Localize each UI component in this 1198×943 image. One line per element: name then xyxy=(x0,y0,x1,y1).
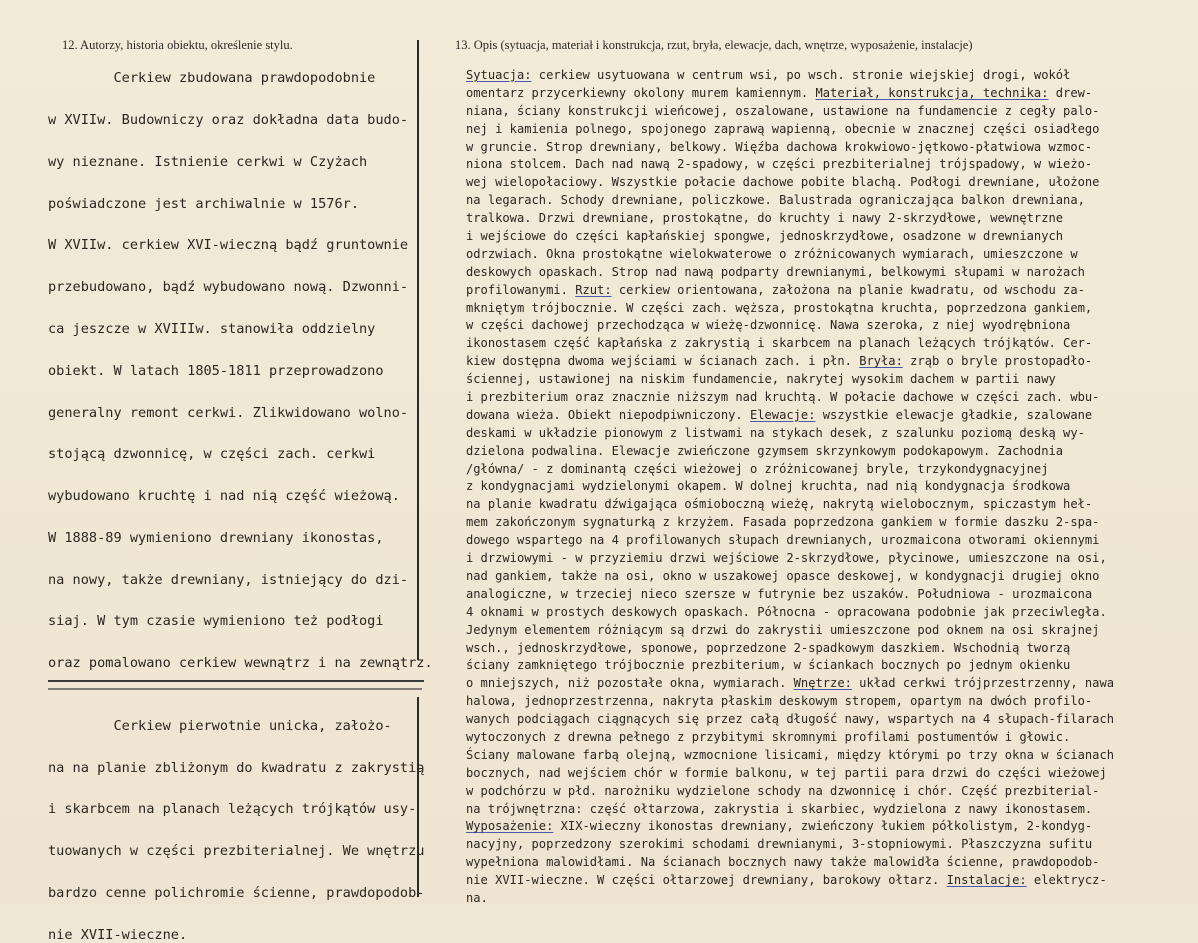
history-line: stojącą dzwonnicę, w części zach. cerkwi xyxy=(48,446,376,462)
description-line: o mniejszych, niż pozostałe okna, wymiarach. Wnętrze: układ cerkwi trójprzestrzenny, nawa xyxy=(466,676,1115,691)
description-line: Jedynym elementem różniącym są drzwi do zakrystii umieszczone pod oknem na osi skrajnej xyxy=(466,622,1100,637)
description-line: i prezbiterium oraz znacznie niższym nad kruchtą. W połacie dachowe w części zach. wbu- xyxy=(466,390,1100,405)
history-line: oraz pomalowano cerkiew wewnątrz i na zewnątrz. xyxy=(48,655,433,671)
description-line: nacyjny, poprzedzony szerokimi schodami drewnianymi, 3-stopniowymi. Płaszczyzna sufitu xyxy=(466,837,1093,852)
description-text xyxy=(466,67,1196,908)
description-line: /główna/ - z dominantą części wieżowej o zróżnicowanej bryle, trzykondygnacyjnej xyxy=(466,461,1049,476)
description-line: na planie kwadratu dźwigająca ośmioboczną wieżę, nakrytą wielobocznym, spiczastym heł- xyxy=(466,497,1093,512)
description-line: niona stolcem. Dach nad nawą 2-spadowy, w części prezbiterialnej trójspadowy, w wieżo- xyxy=(466,157,1093,172)
section-13-header: 13. Opis (sytuacja, materiał i konstrukcja, rzut, bryła, elewacje, dach, wnętrze, wyposażenie, instalacje) xyxy=(455,38,973,52)
description-line: wypełniona malowidłami. Na ścianach bocznych nawy także malowidła ścienne, prawdopodob- xyxy=(466,855,1100,870)
section-keyword: Rzut: xyxy=(575,282,612,297)
history-line: W 1888-89 wymieniono drewniany ikonostas, xyxy=(48,530,384,546)
history-line: na nowy, także drewniany, istniejący do dzi- xyxy=(48,572,409,588)
description-line: kiew dostępna dwoma wejściami w ścianach zach. i płn. Bryła: zrąb o bryle prostopadło- xyxy=(466,354,1093,369)
description-line: mem zakończonym sygnaturką z krzyżem. Fasada poprzedzona gankiem w formie daszku 2-spa- xyxy=(466,515,1100,530)
description-line: w części dachowej przechodząca w wieżę-dzwonnicę. Nawa szeroka, z niej wyodrębniona xyxy=(466,318,1071,333)
history-line: siaj. W tym czasie wymieniono też podłogi xyxy=(48,613,384,629)
hand-underline-secondary xyxy=(48,688,422,690)
description-line: z kondygnacjami wydzielonymi okapem. W dolnej kruchta, nad nią kondygnacja środkowa xyxy=(466,479,1071,494)
description-line: na legarach. Schody drewniane, policzkowe. Balustrada ograniczająca balkon drewniana, xyxy=(466,193,1085,208)
description-line: wytoczonych z drewna pełnego z przybitymi skromnymi profilami postumentów i głowic. xyxy=(466,729,1071,744)
column-divider-lower xyxy=(417,697,419,897)
description-line: analogiczne, w trzeciej nieco szersze w futrynie bez uszaków. Południowa - urozmaicona xyxy=(466,586,1093,601)
history-line: w XVIIw. Budowniczy oraz dokładna data budo- xyxy=(48,112,409,128)
description-line: deskowych opaskach. Strop nad nawą podparty drewnianymi, belkowymi słupami w narożach xyxy=(466,264,1085,279)
description-line: Ściany malowane farbą olejną, wzmocnione lisicami, między którymi po trzy okna w ścianach xyxy=(466,747,1115,762)
description-line: tralkowa. Drzwi drewniane, prostokątne, do kruchty i nawy 2-skrzydłowe, wewnętrzne xyxy=(466,211,1064,226)
history-line: bardzo cenne polichromie ścienne, prawdopodob- xyxy=(48,885,425,901)
description-line: 4 oknami w prostych deskowych opaskach. Północna - opracowana podobnie jak przeciwległa. xyxy=(466,604,1107,619)
section-keyword: Elewacje: xyxy=(749,407,816,422)
description-line: omentarz przycerkiewny okolony murem kamiennym. Materiał, konstrukcja, technika: drew- xyxy=(466,85,1093,100)
description-line: deskami w układzie pionowym z listwami na stykach desek, z szalunku poziomą deską wy- xyxy=(466,425,1085,440)
history-line: nie XVII-wieczne. xyxy=(48,927,188,943)
history-line: generalny remont cerkwi. Zlikwidowano wolno- xyxy=(48,405,409,421)
history-line: tuowanych w części prezbiterialnej. We wnętrzu xyxy=(48,843,425,859)
description-line: w podchórzu w płd. narożniku wydzielone schody na dzwonnicę i chór. Część prezbiterial- xyxy=(466,783,1100,798)
description-line: ściennej, ustawionej na niskim fundamencie, nakrytej wysokim dachem w partii nawy xyxy=(466,372,1056,387)
history-line: wy nieznane. Istnienie cerkwi w Czyżach xyxy=(48,154,368,170)
section-keyword: Wnętrze: xyxy=(793,676,852,691)
description-line: nad gankiem, także na osi, okno w uszakowej opasce deskowej, w kondygnacji drugiej okno xyxy=(466,568,1100,583)
history-line: ca jeszcze w XVIIIw. stanowiła oddzielny xyxy=(48,321,376,337)
history-line: Cerkiew zbudowana prawdopodobnie xyxy=(48,70,376,86)
description-line: i wejściowe do części kapłańskiej spongwe, jednoskrzydłowe, osadzone w drewnianych xyxy=(466,229,1064,244)
description-line: niana, ściany konstrukcji wieńcowej, oszalowane, ustawione na fundamencie z cegły palo- xyxy=(466,103,1100,118)
description-line: i drzwiowymi - w przyziemiu drzwi wejściowe 2-skrzydłowe, płycinowe, umieszczone na osi, xyxy=(466,551,1107,566)
history-line: wybudowano kruchtę i nad nią część wieżową. xyxy=(48,488,400,504)
description-line: dzielona podwalina. Elewacje zwieńczone gzymsem skrzynkowym podokapowym. Zachodnia xyxy=(466,443,1064,458)
description-line: bocznych, nad wejściem chór w formie balkonu, w tej partii para drzwi do części wieżowej xyxy=(466,765,1107,780)
section-keyword: Wyposażenie: xyxy=(466,819,554,834)
history-line: przebudowano, bądź wybudowano nową. Dzwonni- xyxy=(48,279,409,295)
history-line: obiekt. W latach 1805-1811 przeprowadzono xyxy=(48,363,384,379)
history-line: Cerkiew pierwotnie unicka, założo- xyxy=(48,718,392,734)
section-keyword: Sytuacja: xyxy=(466,68,532,82)
description-line: wanych podciągach ciągnących się przez całą długość nawy, wspartych na 4 słupach-filarach xyxy=(466,712,1115,727)
history-line: i skarbcem na planach leżących trójkątów usy- xyxy=(48,801,417,817)
section-12-header: 12. Autorzy, historia obiektu, określenie stylu. xyxy=(62,38,293,52)
history-line: na na planie zbliżonym do kwadratu z zakrystią xyxy=(48,760,425,776)
description-line: wej wielopołaciowy. Wszystkie połacie dachowe pobite blachą. Podłogi drewniane, ułożone xyxy=(466,175,1100,190)
description-line: mkniętym trójbocznie. W części zach. węższa, prostokątna kruchta, poprzedzona gankiem, xyxy=(466,300,1093,315)
description-line: halowa, jednoprzestrzenna, nakryta płaskim deskowym stropem, opartym na dwóch profilo- xyxy=(466,694,1093,709)
description-line: nie XVII-wieczne. W części ołtarzowej drewniany, barokowy ołtarz. Instalacje: elektrycz- xyxy=(466,873,1107,888)
description-line: wsch., jednoskrzydłowe, sponowe, poprzedzone 2-spadkowym daszkiem. Wschodnią tworzą xyxy=(466,640,1071,655)
section-keyword: Instalacje: xyxy=(946,873,1027,888)
description-line: nej i kamienia polnego, spojonego zaprawą wapienną, obecnie w znacznej części osiadłego xyxy=(466,121,1100,136)
description-line: w gruncie. Strop drewniany, belkowy. Więźba dachowa krokwiowo-jętkowo-płatwiowa wzmoc- xyxy=(466,139,1093,154)
description-line: Wyposażenie: XIX-wieczny ikonostas drewniany, zwieńczony łukiem półkolistym, 2-kondyg- xyxy=(466,819,1093,834)
description-line: ikonostasem część kapłańska z zakrystią i skarbcem na planach leżących trójkątów. Cer- xyxy=(466,336,1093,351)
hand-underline xyxy=(48,680,424,682)
history-line: W XVIIw. cerkiew XVI-wieczną bądź gruntownie xyxy=(48,237,409,253)
description-line: na trójwnętrzna: część ołtarzowa, zakrystia i skarbiec, wydzielona z nawy ikonostasem. xyxy=(466,801,1093,816)
description-line: dowego wspartego na 4 profilowanych słupach drewnianych, urozmaicona otworami okiennymi xyxy=(466,533,1100,548)
description-line: odrzwiach. Okna prostokątne wielokwaterowe o zróżnicowanych wymiarach, umieszczone w xyxy=(466,246,1078,261)
column-divider xyxy=(417,40,419,660)
description-line: dowana wieża. Obiekt niepodpiwniczony. Elewacje: wszystkie elewacje gładkie, szalowane xyxy=(466,407,1093,422)
section-keyword: Bryła: xyxy=(859,354,903,369)
description-line: ściany zamkniętego trójbocznie prezbiterium, w ściankach bocznych po jednym okienku xyxy=(466,658,1071,673)
section-keyword: Materiał, konstrukcja, technika: xyxy=(815,85,1049,100)
description-line: Sytuacja: cerkiew usytuowana w centrum wsi, po wsch. stronie wiejskiej drogi, wokół xyxy=(466,68,1071,82)
description-line: profilowanymi. Rzut: cerkiew orientowana, założona na planie kwadratu, od wschodu za- xyxy=(466,282,1085,297)
history-line: poświadczone jest archiwalnie w 1576r. xyxy=(48,196,359,212)
description-line: na. xyxy=(466,890,488,905)
